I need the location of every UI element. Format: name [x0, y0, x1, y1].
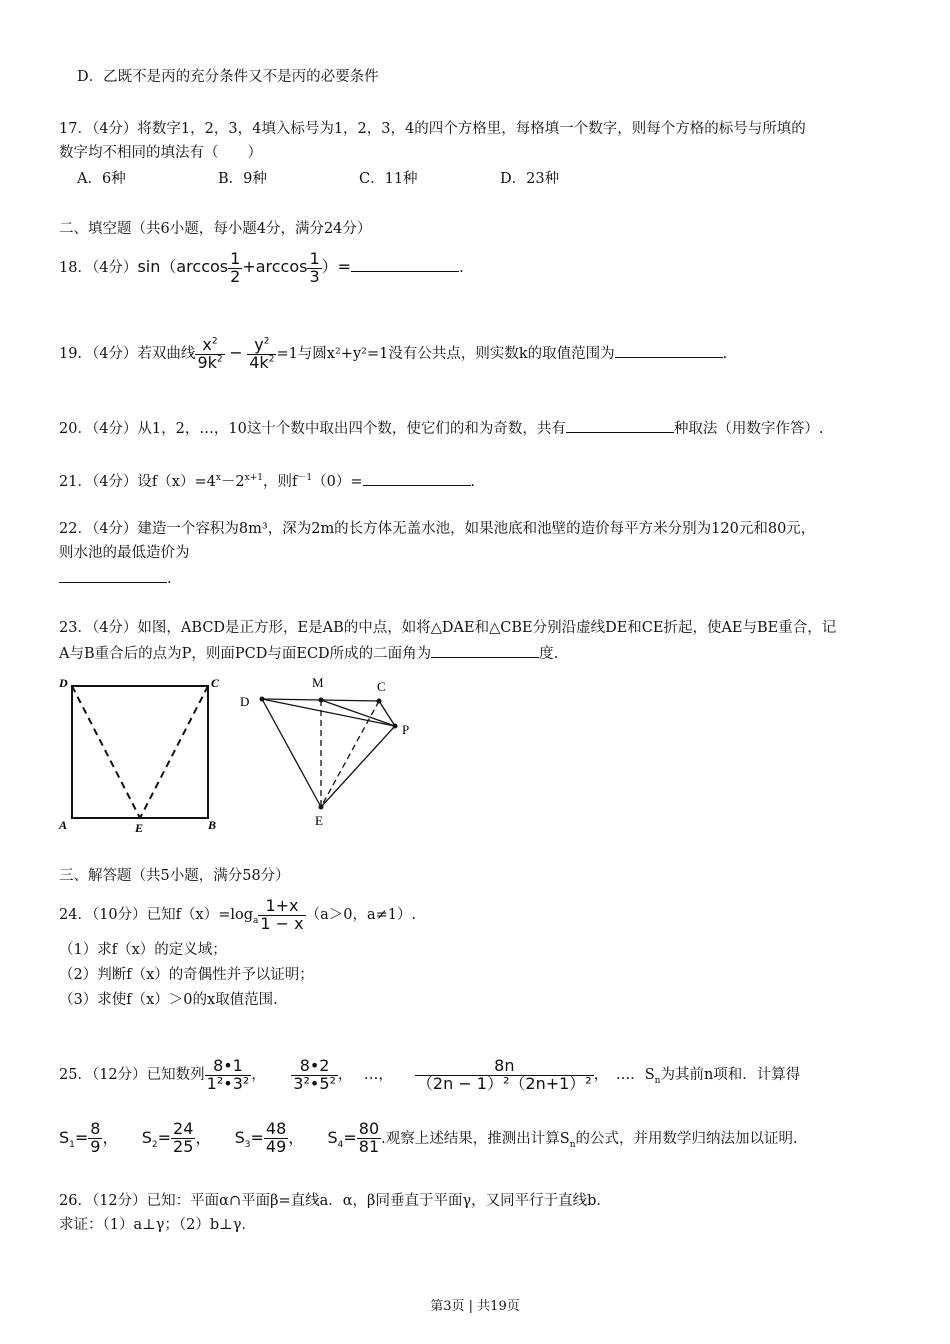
q25-term-1: $\frac{8•1}{\text{1²•3²}}$: [206, 1055, 250, 1093]
q18-fraction-1: $\frac{1}{2}$: [230, 248, 241, 286]
q18-fraction-2: $\frac{1}{3}$: [309, 248, 320, 286]
q17-option-a: A．6种: [77, 171, 126, 187]
q17-line2: 数字均不相同的填法有（ ）: [59, 145, 262, 161]
label-e2: E: [315, 813, 323, 828]
label-c: C: [211, 676, 220, 690]
q25-s1: $S_1=$ $\frac{8}{9}$ ，: [59, 1119, 119, 1156]
q21: 21．（4分）设$f(x)=4^x-2^{x+1}$，则$f^{-1}(0)=$ .: [59, 468, 475, 492]
q24-stem: 24．（10分）已知$f(x)=\log_a$ $\frac{1+x}{1 - x}$ （a＞0，a≠1）.: [59, 895, 417, 933]
q18-answer-blank[interactable]: [351, 257, 459, 272]
q25-s3: $S_3=$ $\frac{48}{49}$ ，: [234, 1119, 305, 1156]
q20: 20．（4分）从1，2，…，10这十个数中取出四个数，使它们的和为奇数，共有 种取法（用数字作答）.: [59, 418, 823, 439]
q22-line1: 22．（4分）建造一个容积为8m³，深为2m的长方体无盖水池，如果池底和池壁的造价每平方米分别为120元和80元，: [59, 521, 816, 537]
fold-line-ce: [140, 686, 208, 818]
q22-answer-blank[interactable]: [59, 568, 167, 583]
q17-option-d: D．23种: [500, 171, 560, 187]
q17-option-c: C．11种: [359, 171, 418, 187]
label-d2: D: [240, 694, 250, 709]
q19-answer-blank[interactable]: [615, 343, 723, 358]
q17-line1: 17．（4分）将数字1，2，3，4填入标号为1，2，3，4的四个方格里，每格填一个数字，则每个方格的标号与所填的: [59, 121, 806, 137]
figure-tetrahedron: [235, 672, 420, 832]
figure-square-abcd: [56, 672, 228, 837]
q25-line1: 25．（12分）已知数列 $\frac{8•1}{\text{1²•3²}}$ ， $\frac{8•2}{\text{3²•5²}}$ ， …， $\frac{8n}{\text{（2n − 1）²（2n+1）²}}$ ， …．$S_n$为其前n项和．计算得: [59, 1055, 801, 1093]
label-a: A: [59, 818, 68, 832]
label-b: B: [208, 818, 217, 832]
q23-answer-blank[interactable]: [431, 643, 539, 658]
label-p: P: [402, 722, 410, 737]
q25-s4: $S_4=$ $\frac{80}{81}$: [327, 1119, 380, 1156]
label-m: M: [312, 675, 324, 690]
section-answer-title: 三、解答题（共5小题，满分58分）: [59, 868, 290, 884]
q19-fraction-y: $\frac{y^2}{4k^2}$: [249, 334, 275, 372]
q22-line2: 则水池的最低造价为: [59, 545, 190, 561]
page-footer: 第3页 | 共19页: [430, 1299, 520, 1314]
q21-answer-blank[interactable]: [363, 471, 471, 486]
q26-line2: 求证：（1）a⊥γ；（2）b⊥γ．: [59, 1217, 256, 1233]
q25-line2: $S_1=$ $\frac{8}{9}$ ， $S_2=$ $\frac{24}{25}$ ， $S_3=$ $\frac{48}{49}$ ， $S_4=$ $\frac{80}{81}$ .观察上述结果，推测出计算$S_n$的公式，并用数学归纳法加以证明.: [59, 1119, 798, 1156]
q19: 19．（4分）若双曲线 $\frac{x^2}{9k^2}$ − $\frac{y^2}{4k^2}$ =1与圆x²+y²=1没有公共点，则实数k的取值范围为 .: [59, 334, 728, 372]
square-outline: [72, 686, 208, 818]
q23-line2: A与B重合后的点为P，则面PCD与面ECD所成的二面角为 度.: [59, 643, 558, 664]
label-e: E: [135, 821, 144, 835]
q16-option-d: D．乙既不是丙的充分条件又不是丙的必要条件: [77, 69, 379, 85]
label-d: D: [59, 676, 68, 690]
q23-line1: 23．（4分）如图，ABCD是正方形，E是AB的中点，如将△DAE和△CBE分别沿虚线DE和CE折起，使AE与BE重合，记: [59, 620, 837, 636]
q24-part2: （2）判断f（x）的奇偶性并予以证明；: [59, 967, 314, 983]
section-fill-in-title: 二、填空题（共6小题，每小题4分，满分24分）: [59, 221, 372, 237]
q25-s2: $S_2=$ $\frac{24}{25}$ ，: [141, 1119, 212, 1156]
q22-line3: .: [59, 568, 172, 589]
q25-term-n: $\frac{8n}{\text{（2n − 1）²（2n+1）²}}$: [416, 1055, 592, 1093]
q25-term-2: $\frac{8•2}{\text{3²•5²}}$: [293, 1055, 336, 1093]
q26-line1: 26．（12分）已知：平面α∩平面β=直线a．α，β同垂直于平面γ，又同平行于直线b．: [59, 1193, 611, 1209]
fold-line-de: [72, 686, 140, 818]
q24-part3: （3）求使f（x）＞0的x取值范围.: [59, 992, 278, 1008]
q19-fraction-x: $\frac{x^2}{9k^2}$: [197, 334, 223, 372]
q18: 18．（4分）sin（arccos $\frac{1}{2}$ +arccos $\frac{1}{3}$ ）= .: [59, 248, 464, 286]
q24-part1: （1）求f（x）的定义域；: [59, 942, 227, 958]
label-c2: C: [377, 679, 386, 694]
q17-option-b: B．9种: [218, 171, 267, 187]
q20-answer-blank[interactable]: [566, 418, 674, 433]
q24-fraction: $\frac{1+x}{1 - x}$: [260, 895, 304, 933]
